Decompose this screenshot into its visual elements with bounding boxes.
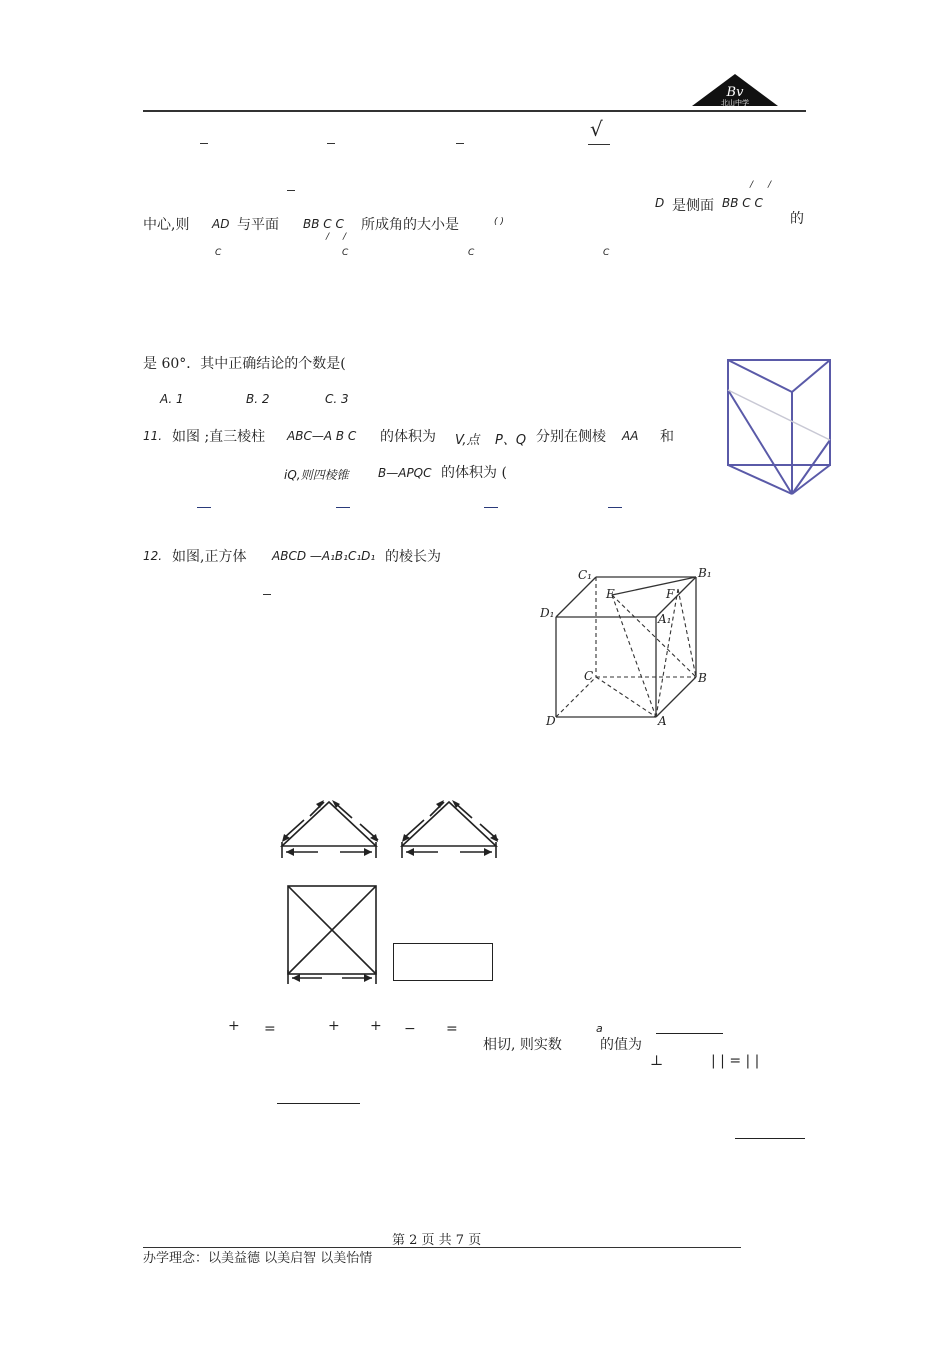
center-text: 中心,则 (143, 217, 190, 233)
option-c-4: C (603, 248, 610, 258)
q11-v: V,点 (455, 433, 480, 448)
q11-pq: P、Q (495, 433, 527, 448)
option-b: B. 2 (246, 392, 270, 406)
value-text: 的值为 (600, 1037, 642, 1053)
svg-text:D₁: D₁ (540, 606, 555, 620)
abs-bars: | | = | | (711, 1053, 760, 1069)
sqrt-symbol: √ (590, 117, 603, 141)
option-c-1: C (215, 248, 222, 258)
svg-text:B: B (698, 671, 707, 685)
q12-text: 如图,正方体 (172, 549, 247, 565)
q12-cube: ABCD —A₁B₁C₁D₁ (272, 549, 376, 563)
option-c-2: C (342, 248, 349, 258)
q12-edge: 的棱长为 (385, 549, 441, 565)
q11-text1: 如图 ;直三棱柱 (172, 429, 266, 445)
op-eq-2: = (446, 1021, 458, 1037)
q11-text3: 分别在侧棱 (536, 429, 606, 445)
q11-cq: iQ,则四棱锥 (284, 468, 349, 482)
op-plus-3: + (370, 1018, 382, 1034)
svg-text:D: D (546, 714, 556, 728)
svg-text:C: C (584, 669, 594, 683)
segment-ad: AD (212, 217, 230, 231)
q11-option-dash-c (484, 507, 498, 508)
front-view-figure (274, 794, 384, 864)
svg-text:E: E (606, 587, 615, 601)
header-rule (143, 110, 806, 112)
q11-aa: AA (622, 429, 639, 443)
side-view-figure (394, 794, 504, 864)
q12-dash (263, 594, 271, 595)
prime-4: / (343, 232, 347, 242)
svg-text:C₁: C₁ (578, 568, 592, 582)
option-dash-c (456, 143, 464, 144)
option-dash-a (200, 143, 208, 144)
var-a: a (596, 1022, 603, 1035)
answer-blank-1 (656, 1033, 723, 1034)
svg-text:A: A (658, 714, 667, 728)
svg-text:北山中学: 北山中学 (721, 99, 749, 107)
answer-box (393, 943, 493, 981)
svg-text:F: F (666, 587, 675, 601)
de-text: 的 (790, 211, 804, 227)
angle-text: 所成角的大小是 (361, 217, 459, 233)
page-number: 第 2 页 共 7 页 (392, 1233, 482, 1248)
side-face-text: 是侧面 (672, 198, 714, 214)
question-paren: ( ) (494, 217, 504, 227)
cube-figure (540, 565, 720, 735)
prime-2: / (768, 180, 772, 190)
tangent-text: 相切, 则实数 (483, 1037, 562, 1053)
school-motto: 办学理念：以美益德 以美启智 以美怡情 (143, 1251, 373, 1266)
q12-number: 12. (143, 549, 163, 563)
perp-symbol: ⊥ (650, 1053, 664, 1069)
op-plus-2: + (328, 1018, 340, 1034)
q11-pyramid: B—APQC (378, 466, 432, 480)
prime-1: / (750, 180, 754, 190)
q11-option-dash-d (608, 507, 622, 508)
option-dash-b (327, 143, 335, 144)
option-c: C. 3 (325, 392, 349, 406)
q11-text2: 的体积为 (380, 429, 436, 445)
q11-option-dash-b (336, 507, 350, 508)
option-a: A. 1 (160, 392, 184, 406)
op-plus-1: + (228, 1018, 240, 1034)
top-view-figure (282, 880, 382, 986)
school-logo (690, 72, 780, 108)
point-d: D (655, 196, 665, 210)
prime-3: / (326, 232, 330, 242)
q11-number: 11. (143, 429, 163, 443)
with-plane-text: 与平面 (237, 217, 279, 233)
op-minus: − (404, 1021, 416, 1037)
face-bbcc: BB C C (722, 196, 763, 210)
svg-text:Bv: Bv (726, 85, 744, 100)
q11-option-dash-a (197, 507, 211, 508)
svg-text:B₁: B₁ (698, 566, 712, 580)
q11-he: 和 (660, 429, 674, 445)
conclusion-count-text: 是 60°．其中正确结论的个数是( (143, 356, 346, 372)
fraction-dash (287, 190, 295, 191)
q11-prism: ABC—A B C (287, 429, 357, 443)
op-eq-1: = (264, 1021, 276, 1037)
q11-vol: 的体积为 ( (441, 465, 507, 481)
answer-blank-3 (735, 1138, 805, 1139)
prism-figure (720, 352, 840, 502)
option-c-3: C (468, 248, 475, 258)
svg-text:A₁: A₁ (658, 612, 672, 626)
plane-bbcc: BB C C (303, 217, 344, 231)
fraction-bar (588, 144, 610, 145)
answer-blank-2 (277, 1103, 360, 1104)
